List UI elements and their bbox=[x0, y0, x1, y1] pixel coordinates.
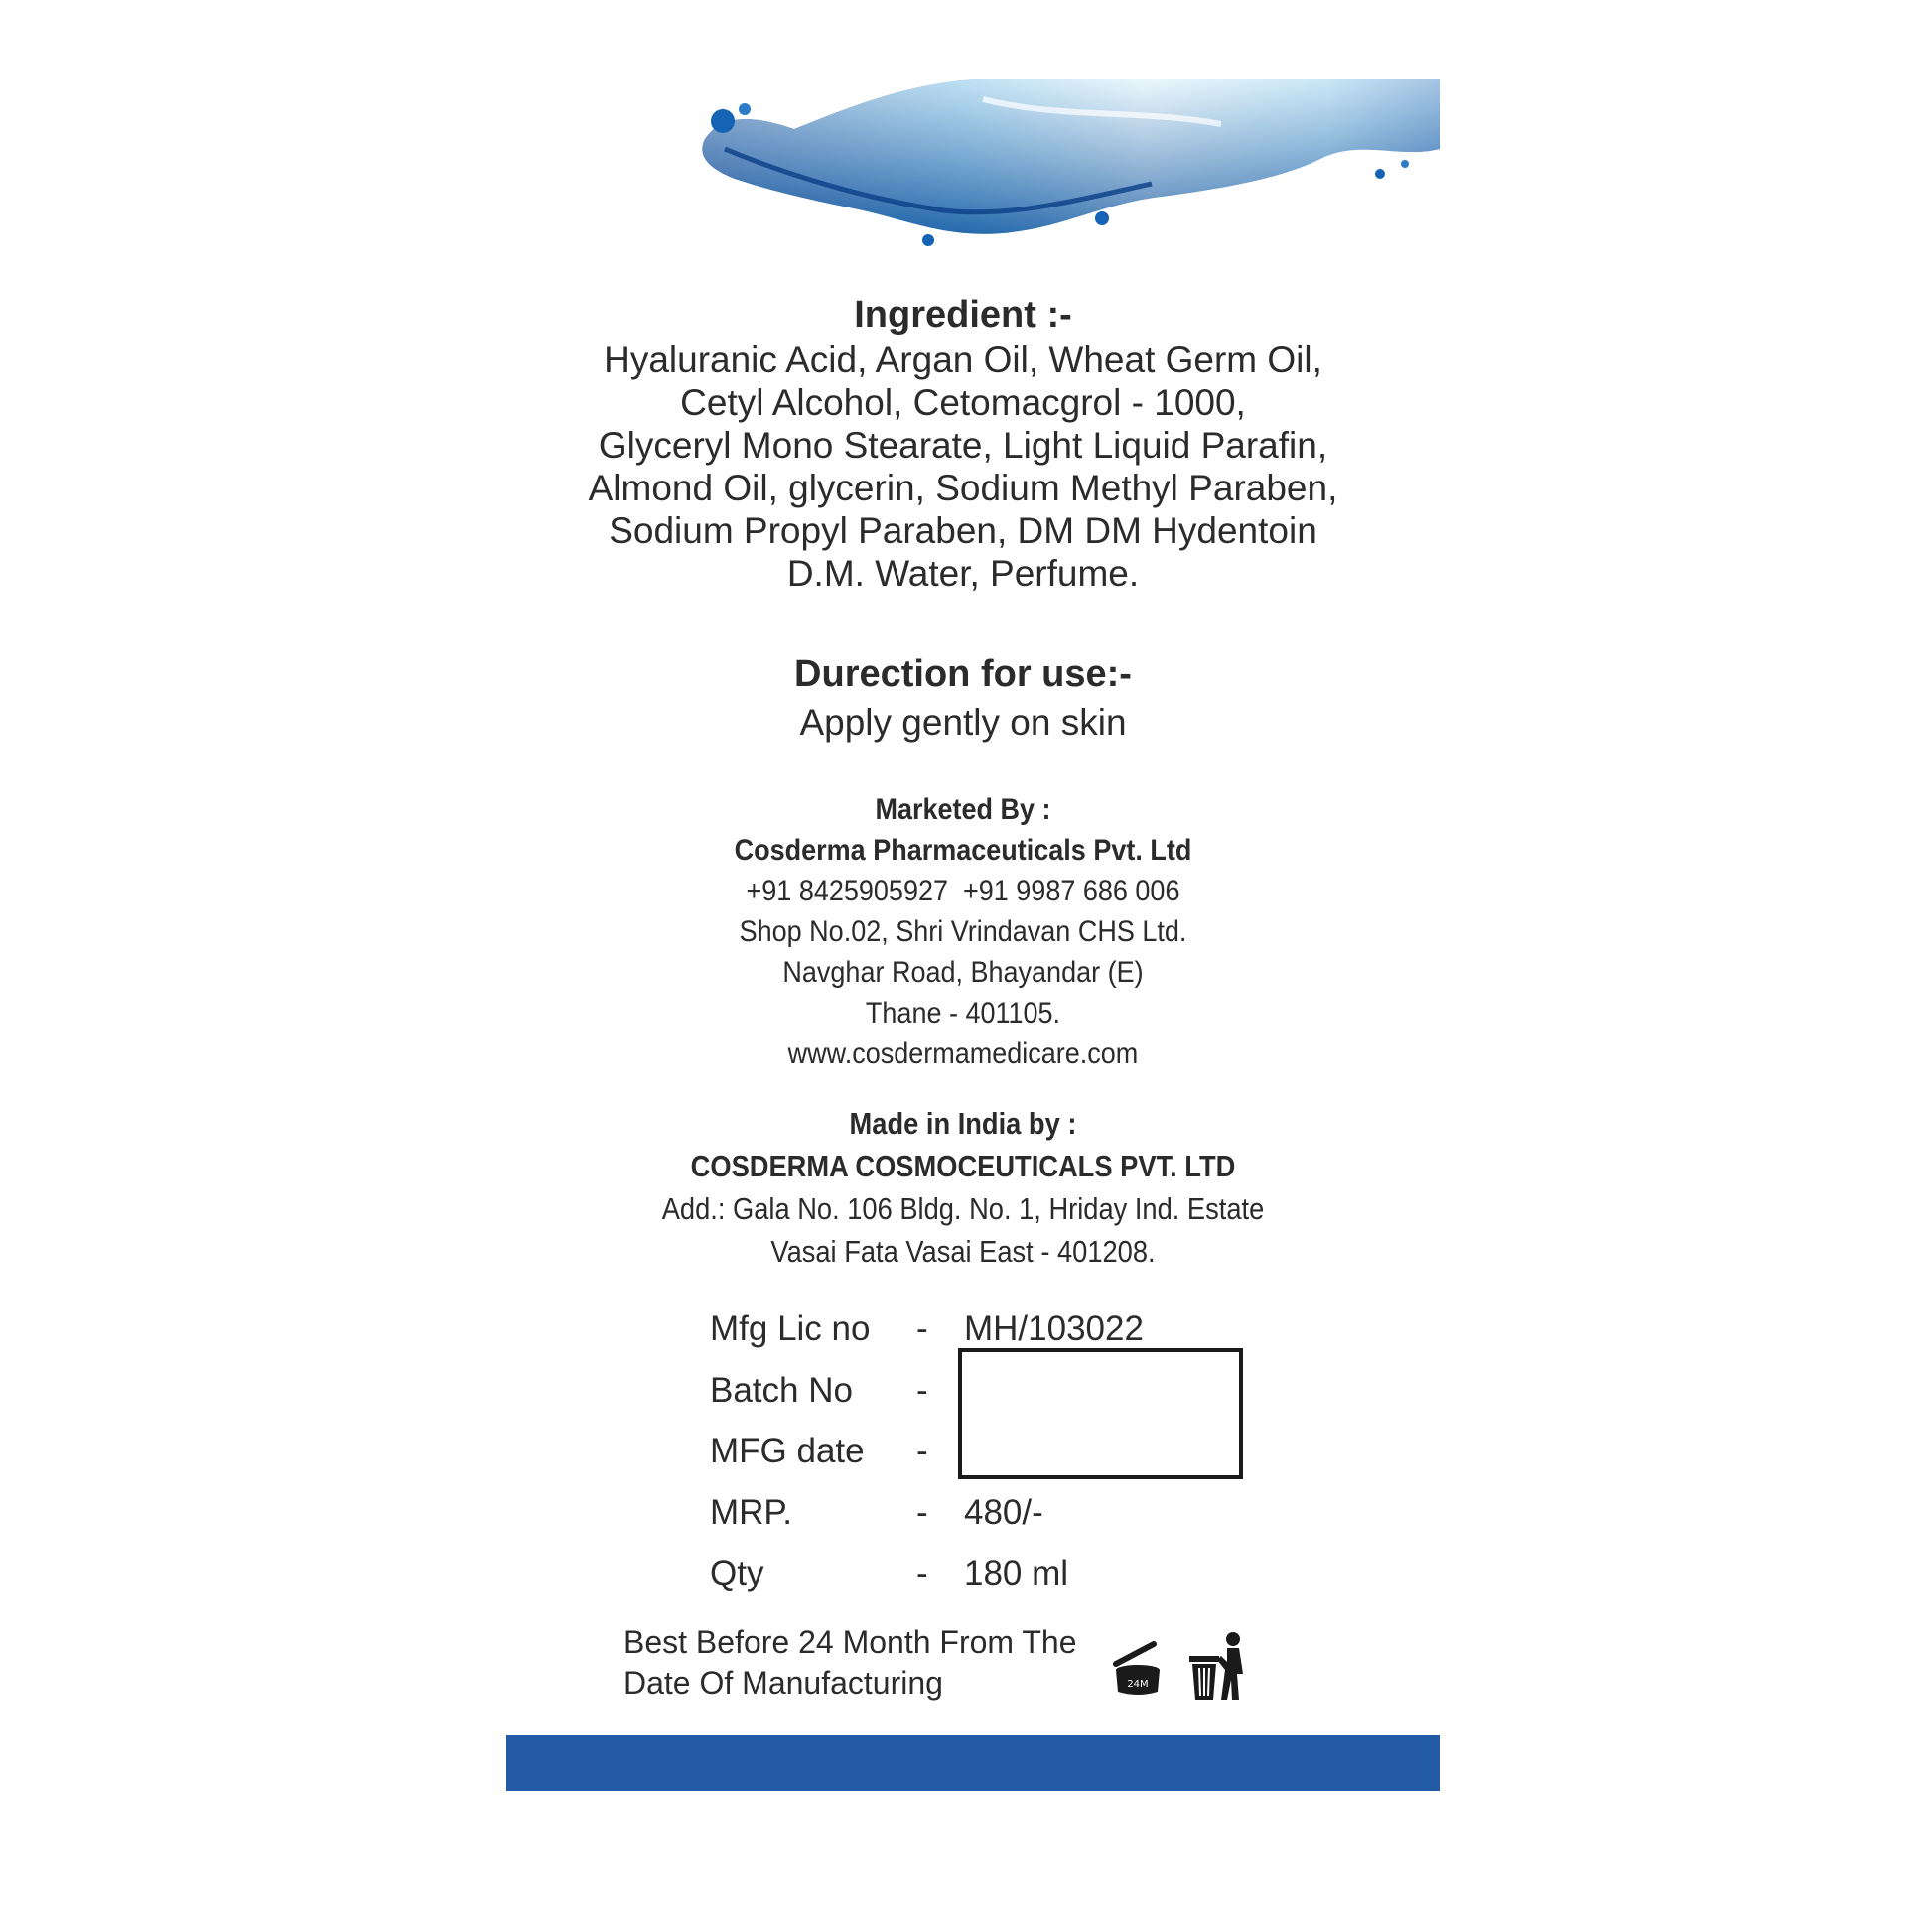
spec-dash: - bbox=[916, 1554, 928, 1592]
made-heading: Made in India by : bbox=[849, 1106, 1077, 1141]
spec-dash: - bbox=[916, 1371, 928, 1410]
water-splash-image bbox=[685, 79, 1440, 248]
direction-heading: Durection for use:- bbox=[794, 653, 1132, 695]
best-before-line: Date Of Manufacturing bbox=[623, 1665, 943, 1701]
manufacturer-address-line: Add.: Gala No. 106 Bldg. No. 1, Hriday Ind. Estate bbox=[661, 1191, 1265, 1226]
spec-value: MH/103022 bbox=[964, 1310, 1144, 1348]
ingredient-line: Hyaluranic Acid, Argan Oil, Wheat Germ Oil, bbox=[604, 340, 1322, 380]
open-jar-24m-icon bbox=[1110, 1640, 1166, 1698]
spec-dash: - bbox=[916, 1493, 928, 1532]
spec-value: 180 ml bbox=[964, 1554, 1069, 1592]
ingredient-line: Cetyl Alcohol, Cetomacgrol - 1000, bbox=[680, 382, 1246, 423]
marketer-address-line: Shop No.02, Shri Vrindavan CHS Ltd. bbox=[739, 915, 1187, 948]
marketed-by-section bbox=[552, 789, 1374, 1074]
spec-label: Qty bbox=[710, 1554, 764, 1592]
ingredient-heading: Ingredient :- bbox=[854, 294, 1072, 336]
ingredient-line: D.M. Water, Perfume. bbox=[786, 553, 1140, 594]
manufacturer-company: COSDERMA COSMOCEUTICALS PVT. LTD bbox=[690, 1149, 1236, 1183]
spec-dash: - bbox=[916, 1310, 928, 1348]
direction-text: Apply gently on skin bbox=[799, 702, 1127, 743]
marketed-heading: Marketed By : bbox=[875, 793, 1051, 826]
ingredient-list bbox=[506, 339, 1420, 595]
spec-dash: - bbox=[916, 1432, 928, 1470]
manufacturer-address-line: Vasai Fata Vasai East - 401208. bbox=[770, 1234, 1156, 1269]
marketer-website: www.cosdermamedicare.com bbox=[787, 1037, 1139, 1070]
spec-label: Mfg Lic no bbox=[710, 1310, 871, 1348]
batch-date-stamp-box bbox=[958, 1348, 1243, 1479]
best-before-text bbox=[623, 1622, 1077, 1704]
footer-color-bar bbox=[506, 1735, 1440, 1791]
made-in-section bbox=[561, 1102, 1365, 1273]
ingredient-line: Sodium Propyl Paraben, DM DM Hydentoin bbox=[609, 510, 1317, 551]
ingredient-line: Glyceryl Mono Stearate, Light Liquid Parafin, bbox=[598, 425, 1328, 466]
dispose-in-bin-icon bbox=[1187, 1630, 1247, 1702]
spec-value: 480/- bbox=[964, 1493, 1043, 1532]
best-before-line: Best Before 24 Month From The bbox=[623, 1624, 1077, 1660]
spec-label: MFG date bbox=[710, 1432, 865, 1470]
spec-label: MRP. bbox=[710, 1493, 792, 1532]
svg-text:24M: 24M bbox=[1127, 1679, 1149, 1690]
marketer-address-line: Navghar Road, Bhayandar (E) bbox=[782, 956, 1144, 989]
marketer-company: Cosderma Pharmaceuticals Pvt. Ltd bbox=[734, 834, 1192, 867]
marketer-phone: +91 8425905927 +91 9987 686 006 bbox=[746, 875, 1180, 907]
marketer-address-line: Thane - 401105. bbox=[865, 997, 1061, 1030]
spec-label: Batch No bbox=[710, 1371, 853, 1410]
ingredient-line: Almond Oil, glycerin, Sodium Methyl Paraben, bbox=[588, 468, 1338, 508]
